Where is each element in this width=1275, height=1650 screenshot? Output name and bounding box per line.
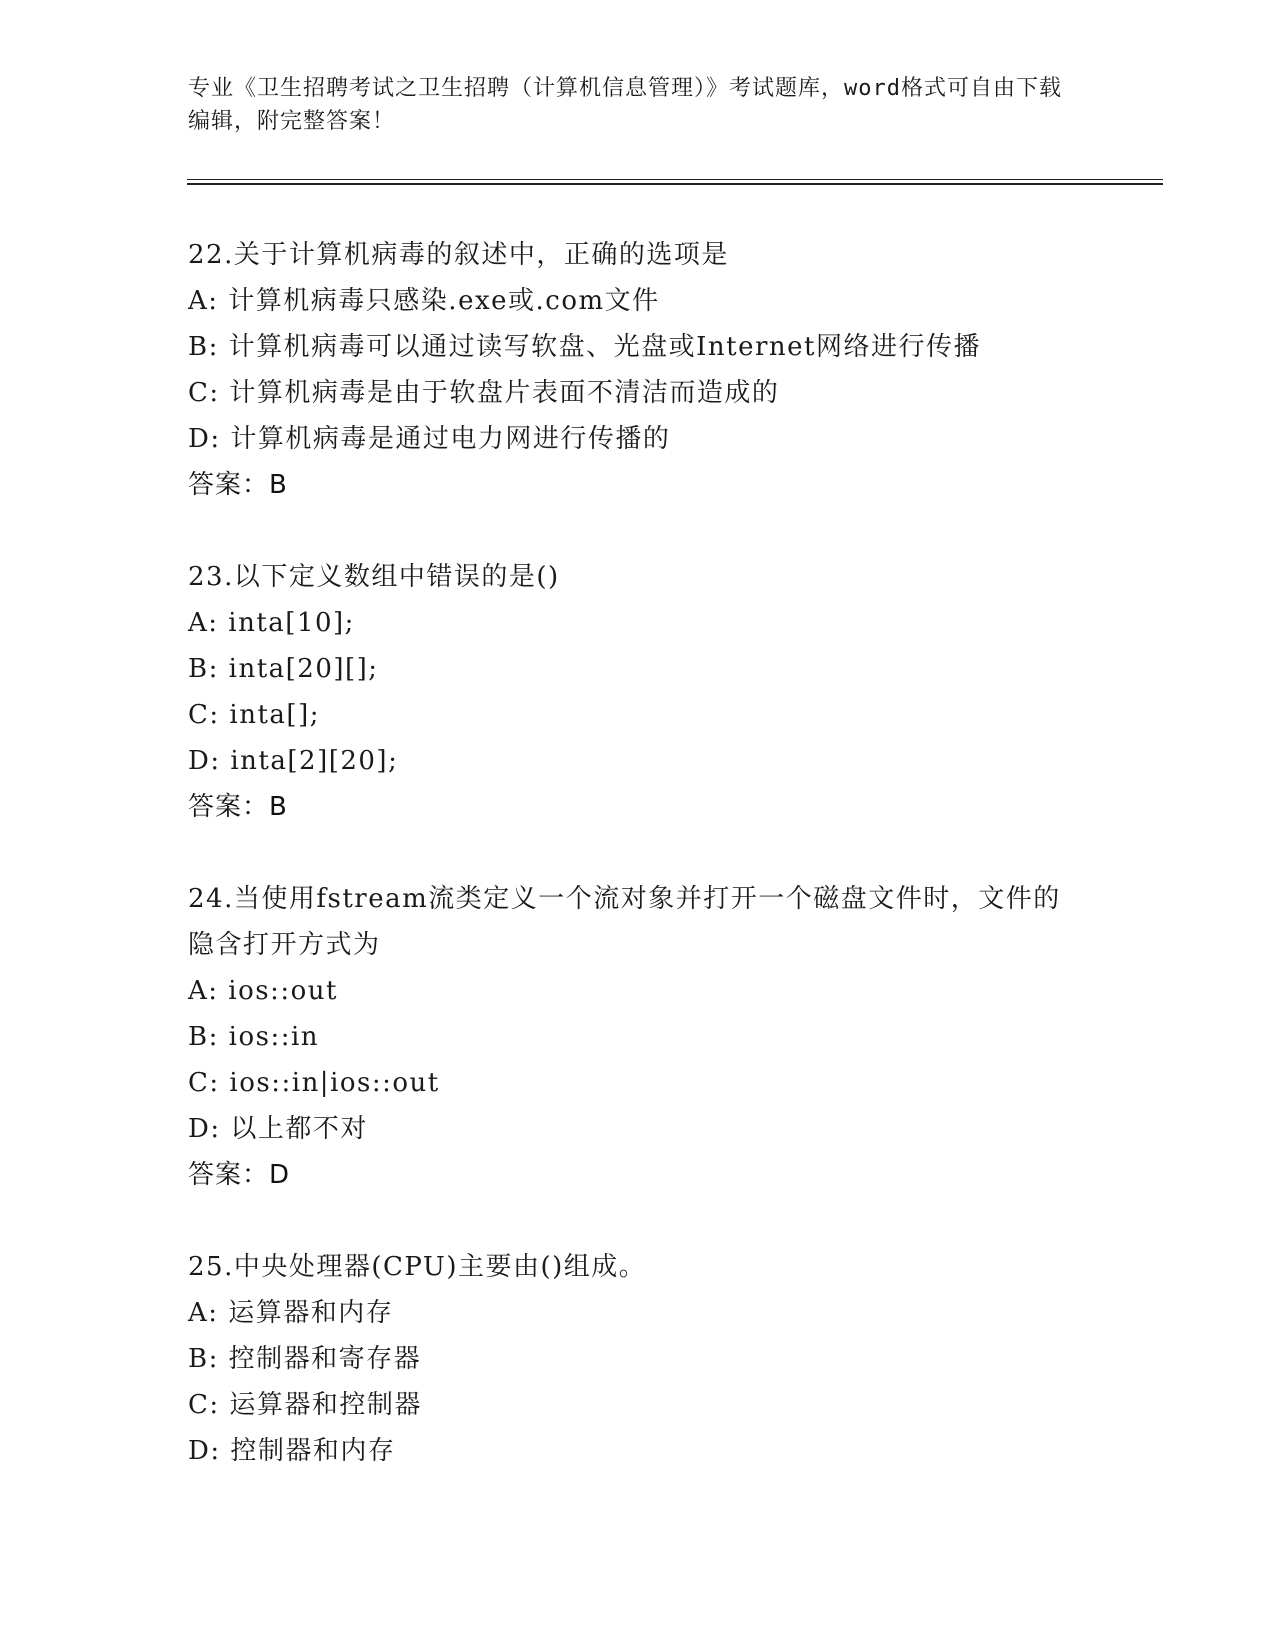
question-stem: 25.中央处理器(CPU)主要由()组成。 bbox=[188, 1252, 647, 1282]
answer-line: 答案：B bbox=[188, 470, 288, 500]
option-c: C: inta[]; bbox=[188, 700, 320, 730]
option-d: D: 以上都不对 bbox=[188, 1114, 368, 1144]
document-header: 专业《卫生招聘考试之卫生招聘（计算机信息管理）》考试题库，word格式可自由下载编辑，附完整答案！ bbox=[188, 76, 1062, 134]
answer-line: 答案：D bbox=[188, 1160, 291, 1190]
question-24 bbox=[188, 876, 1088, 1198]
question-stem: 23.以下定义数组中错误的是() bbox=[188, 562, 560, 592]
option-d: D: 控制器和内存 bbox=[188, 1436, 396, 1466]
option-c: C: 计算机病毒是由于软盘片表面不清洁而造成的 bbox=[188, 378, 780, 408]
question-stem: 22.关于计算机病毒的叙述中，正确的选项是 bbox=[188, 240, 729, 270]
option-b: B: 控制器和寄存器 bbox=[188, 1344, 422, 1374]
question-25 bbox=[188, 1244, 1088, 1474]
option-c: C: ios::in|ios::out bbox=[188, 1068, 440, 1098]
option-a: A: inta[10]; bbox=[188, 608, 355, 638]
question-22 bbox=[188, 232, 1088, 508]
question-list bbox=[188, 232, 1088, 1520]
option-a: A: 运算器和内存 bbox=[188, 1298, 394, 1328]
answer-line: 答案：B bbox=[188, 792, 288, 822]
option-d: D: 计算机病毒是通过电力网进行传播的 bbox=[188, 424, 671, 454]
option-a: A: ios::out bbox=[188, 976, 338, 1006]
question-23 bbox=[188, 554, 1088, 830]
option-b: B: ios::in bbox=[188, 1022, 320, 1052]
option-d: D: inta[2][20]; bbox=[188, 746, 399, 776]
header-divider-thick bbox=[187, 183, 1163, 185]
option-a: A: 计算机病毒只感染.exe或.com文件 bbox=[188, 286, 660, 316]
option-c: C: 运算器和控制器 bbox=[188, 1390, 422, 1420]
option-b: B: 计算机病毒可以通过读写软盘、光盘或Internet网络进行传播 bbox=[188, 332, 981, 362]
question-stem: 24.当使用fstream流类定义一个流对象并打开一个磁盘文件时，文件的隐含打开方式为 bbox=[188, 884, 1061, 960]
option-b: B: inta[20][]; bbox=[188, 654, 379, 684]
header-divider-thin bbox=[187, 179, 1163, 180]
